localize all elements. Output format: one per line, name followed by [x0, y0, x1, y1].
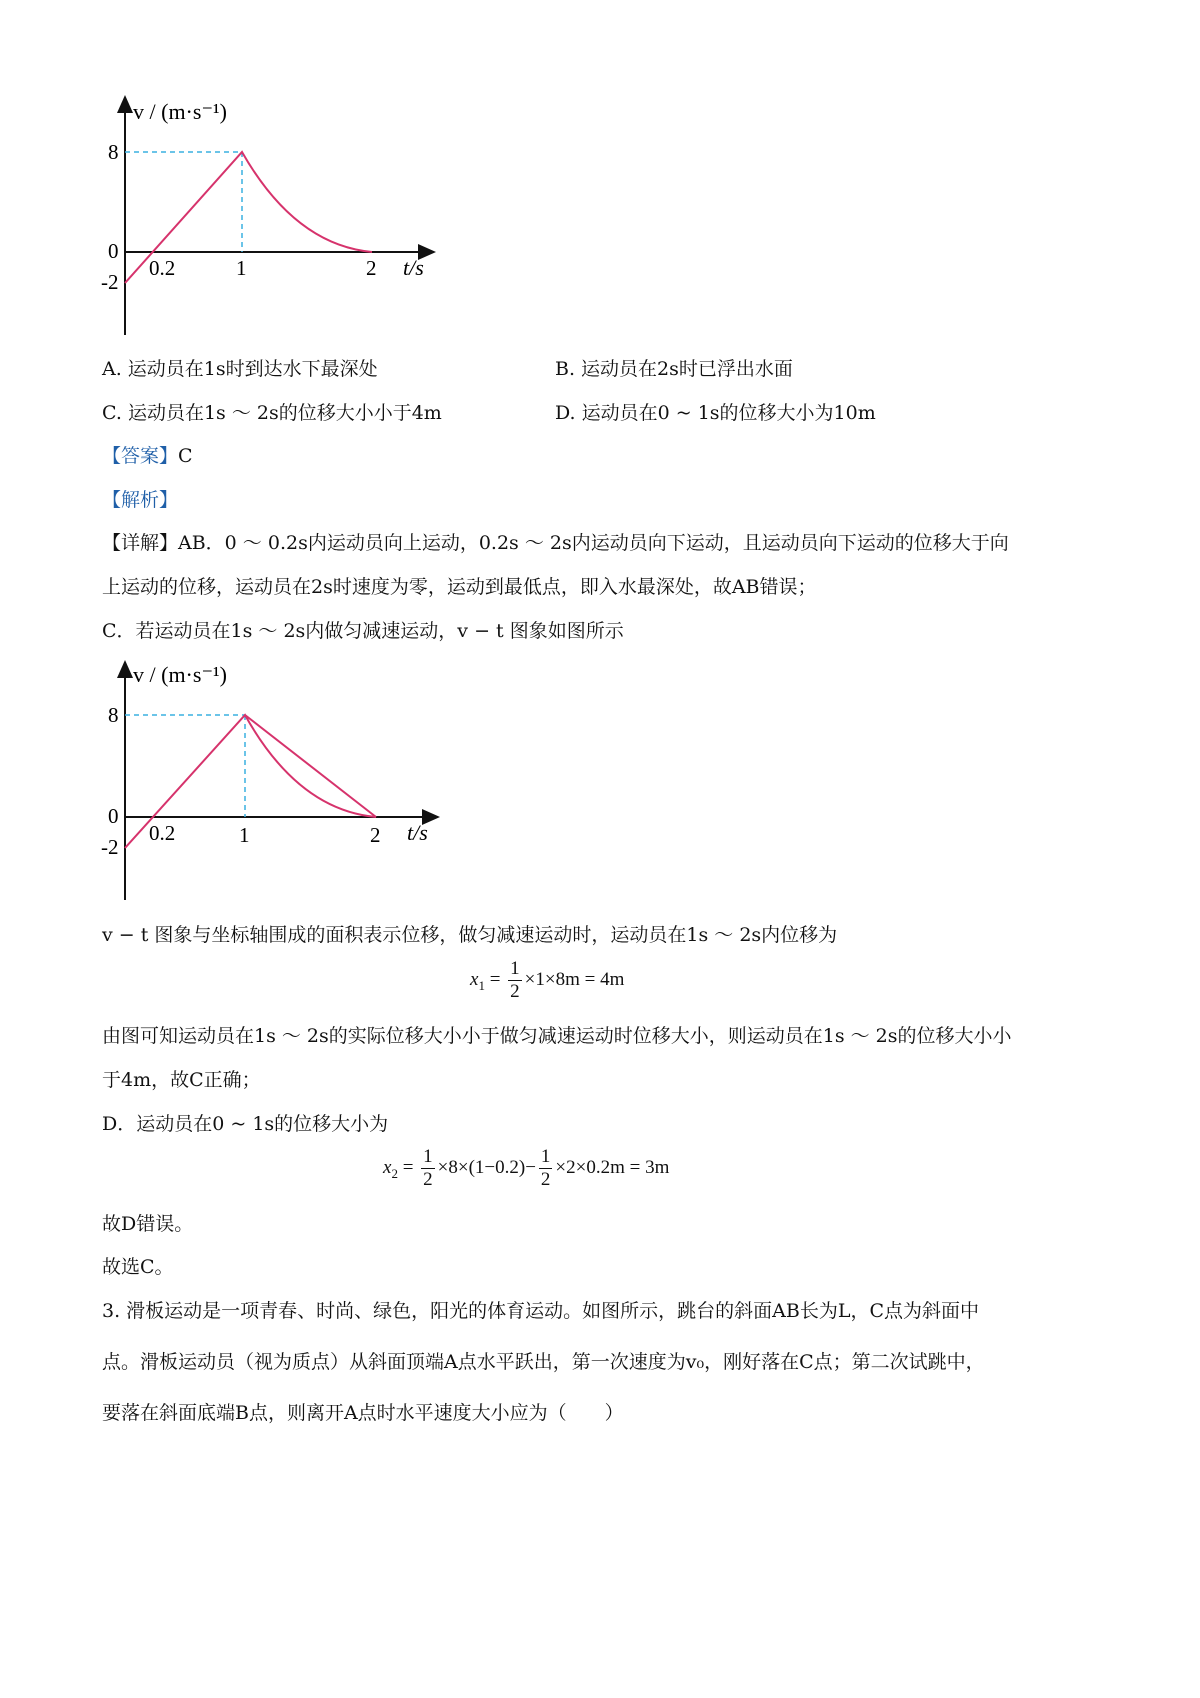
eq2-sub: 2 [391, 1165, 398, 1181]
eq2-rest: ×2×0.2m = 3m [555, 1156, 670, 1178]
eq2-fraction-1 [421, 1146, 435, 1191]
question-3-line-2: 点。滑板运动员（视为质点）从斜面顶端A点水平跃出，第一次速度为v₀，刚好落在C点；第二次试跳中， [102, 1351, 985, 1373]
analysis-tag: 【解析】 [102, 489, 179, 511]
velocity-time-graph-1 [100, 95, 460, 345]
x-tick-0.2: 0.2 [149, 821, 176, 845]
choose-answer: 故选C。 [102, 1256, 174, 1278]
x-tick-2: 2 [366, 256, 377, 280]
equation-x2: $x_2$ = $\frac{1}{2}$ ×8×(1−0.2)− $\frac{1}{2}$ ×2×0.2m = 3m [383, 1146, 670, 1190]
y-tick-8: 8 [108, 140, 119, 164]
answer-tag: 【答案】 [102, 445, 179, 467]
option-d: D. 运动员在0 ~ 1s的位移大小为10m [555, 402, 876, 424]
option-c: C. 运动员在1s ～ 2s的位移大小小于4m [102, 402, 442, 424]
question-3-line-1: 3. 滑板运动是一项青春、时尚、绿色，阳光的体育运动。如图所示，跳台的斜面AB长为L，C点为斜面中 [102, 1300, 980, 1322]
eq1-num: 1 [510, 958, 520, 979]
eq2-mid: ×8×(1−0.2)− [437, 1156, 536, 1178]
d-wrong: 故D错误。 [102, 1213, 194, 1235]
eq1-den: 2 [510, 981, 520, 1002]
option-b: B. 运动员在2s时已浮出水面 [555, 358, 793, 380]
y-tick-neg2: -2 [101, 835, 119, 859]
x-axis-label: t/s [407, 820, 428, 845]
answer-value: C [178, 445, 193, 467]
eq2-num2: 1 [540, 1146, 551, 1167]
option-a: A. 运动员在1s时到达水下最深处 [102, 358, 378, 380]
text-after-graph-2: v − t 图象与坐标轴围成的面积表示位移，做匀减速运动时，运动员在1s ～ 2s内位移为 [102, 924, 838, 946]
eq1-fraction [508, 958, 522, 1003]
y-tick-0: 0 [108, 804, 119, 828]
eq1-sub: 1 [478, 977, 485, 993]
uniform-deceleration-line [245, 715, 376, 817]
eq2-fraction-2 [539, 1146, 553, 1191]
paragraph-c-line-2: 于4m，故C正确； [102, 1069, 261, 1091]
velocity-time-graph-2 [100, 660, 460, 910]
x-tick-1: 1 [239, 823, 250, 847]
detail-line-3: C．若运动员在1s ～ 2s内做匀减速运动，v − t 图象如图所示 [102, 620, 624, 642]
eq2-den2: 2 [540, 1169, 551, 1190]
y-tick-8: 8 [108, 703, 119, 727]
eq2-num1: 1 [423, 1146, 433, 1167]
eq2-lhs: x [383, 1156, 392, 1178]
y-axis-label: v / (m·s⁻¹) [133, 662, 227, 687]
y-tick-neg2: -2 [101, 270, 119, 294]
paragraph-c-line-1: 由图可知运动员在1s ～ 2s的实际位移大小小于做匀减速运动时位移大小，则运动员在1s ～ 2s的位移大小小 [102, 1025, 1012, 1047]
eq2-den1: 2 [423, 1169, 433, 1190]
x-axis-label: t/s [403, 255, 424, 280]
y-axis-label: v / (m·s⁻¹) [133, 99, 227, 124]
detail-line-2: 上运动的位移，运动员在2s时速度为零，运动到最低点，即入水最深处，故AB错误； [102, 576, 817, 598]
y-tick-0: 0 [108, 239, 119, 263]
question-3-line-3: 要落在斜面底端B点，则离开A点时水平速度大小应为（ ） [102, 1402, 624, 1424]
x-tick-2: 2 [370, 823, 381, 847]
answer [102, 443, 193, 469]
detail-line-1: 【详解】AB．0 ～ 0.2s内运动员向上运动，0.2s ～ 2s内运动员向下运动，且运动员向下运动的位移大于向 [102, 532, 1009, 554]
paragraph-d: D．运动员在0 ~ 1s的位移大小为 [102, 1113, 389, 1135]
eq1-lhs: x [470, 968, 479, 990]
eq1-rest: ×1×8m = 4m [524, 968, 625, 990]
x-tick-0.2: 0.2 [149, 256, 176, 280]
equation-x1: $x_1$ = $\frac{1}{2}$ ×1×8m = 4m [470, 958, 625, 1002]
x-tick-1: 1 [236, 256, 247, 280]
